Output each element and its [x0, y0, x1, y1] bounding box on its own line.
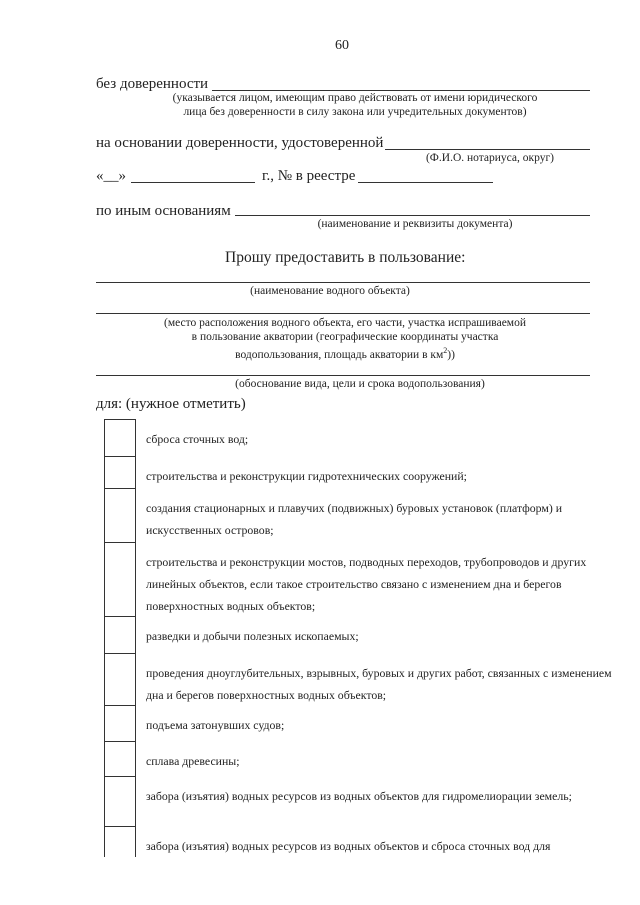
for-label: для: (нужное отметить) [96, 396, 246, 412]
notary-field[interactable] [385, 149, 590, 150]
option-row [105, 827, 617, 857]
without-poa-label: без доверенности [96, 76, 209, 92]
location-caption-3-line [120, 344, 570, 362]
option-checkbox[interactable] [105, 543, 136, 617]
location-caption-sup: 2 [443, 346, 448, 355]
page-number: 60 [335, 38, 349, 53]
option-text: проведения дноуглубительных, взрывных, буровых и других работ, связанных с изменением дна и берегов поверхностных водных объектов; [146, 665, 612, 702]
option-checkbox[interactable] [105, 706, 136, 742]
option-row [105, 777, 617, 827]
other-grounds-field[interactable] [235, 215, 590, 216]
option-row [105, 706, 617, 742]
notary-caption: (Ф.И.О. нотариуса, округ) [425, 152, 555, 164]
option-row [105, 489, 617, 543]
location-caption-1: (место расположения водного объекта, его части, участка испрашиваемой [164, 317, 526, 329]
option-row [105, 543, 617, 617]
justification-field[interactable] [96, 375, 590, 376]
option-row [105, 457, 617, 489]
year-registry-label: г., № в реестре [262, 168, 356, 184]
location-caption-3: водопользования, площадь акватории в км [235, 348, 444, 361]
option-text: забора (изъятия) водных ресурсов из водных объектов и сброса сточных вод для [146, 838, 551, 853]
location-caption-2: в пользование акватории (географические координаты участка [191, 331, 499, 343]
option-row [105, 654, 617, 706]
option-checkbox[interactable] [105, 489, 136, 543]
option-text: строительства и реконструкции гидротехнических сооружений; [146, 468, 467, 483]
option-checkbox[interactable] [105, 827, 136, 857]
option-text: подъема затонувших судов; [146, 717, 285, 732]
option-text: забора (изъятия) водных ресурсов из водных объектов для гидромелиорации земель; [146, 788, 572, 803]
other-grounds-caption: (наименование и реквизиты документа) [317, 218, 513, 230]
option-checkbox[interactable] [105, 777, 136, 827]
without-poa-caption: (указывается лицом, имеющим право действовать от имени юридического лица без доверенности в силу закона или учредительных документов) [172, 92, 538, 118]
date-prefix: «__» [96, 168, 126, 184]
poa-label: на основании доверенности, удостоверенной [96, 135, 384, 151]
option-text: сплава древесины; [146, 753, 240, 768]
option-row [105, 420, 617, 457]
option-text: разведки и добычи полезных ископаемых; [146, 628, 359, 643]
location-caption-end: )) [447, 348, 455, 361]
option-text: создания стационарных и плавучих (подвижных) буровых установок (платформ) и искусственных островов; [146, 500, 563, 537]
water-object-caption: (наименование водного объекта) [250, 285, 410, 297]
other-grounds-label: по иным основаниям [96, 203, 231, 219]
option-row [105, 742, 617, 777]
option-checkbox[interactable] [105, 457, 136, 489]
option-row [105, 617, 617, 654]
water-object-field[interactable] [96, 282, 590, 283]
request-title: Прошу предоставить в пользование: [225, 249, 466, 266]
date-field[interactable] [131, 182, 255, 183]
option-checkbox[interactable] [105, 420, 136, 457]
registry-number-field[interactable] [358, 182, 493, 183]
location-field[interactable] [96, 313, 590, 314]
option-text: сброса сточных вод; [146, 431, 249, 446]
justification-caption: (обоснование вида, цели и срока водопользования) [235, 378, 485, 390]
option-checkbox[interactable] [105, 654, 136, 706]
option-text: строительства и реконструкции мостов, подводных переходов, трубопроводов и других линейных объектов, если такое строительство связано с изменением дна и берегов поверхностных водных объектов; [146, 554, 587, 613]
option-checkbox[interactable] [105, 742, 136, 777]
options-table [104, 419, 617, 857]
option-checkbox[interactable] [105, 617, 136, 654]
